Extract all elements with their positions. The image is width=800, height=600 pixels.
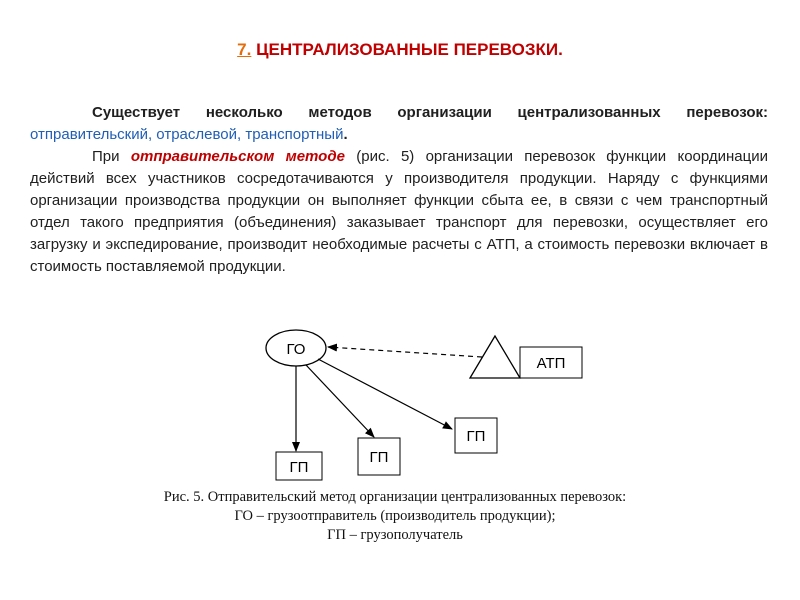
page-title [0,40,800,60]
carrier-to-shipper-arrow [328,347,482,357]
paragraph-rest: (рис. 5) организации перевозок функции координации действий всех участников сосредотачиваются у производителя продукции. Наряду с функциями организации производства продукции он выполняет функции сбыта ее, в связи с чем транспортный отдел такого предприятия (объединения) заказывает транспорт для перевозки, осуществляет его загрузку и экспедирование, производит необходимые расчеты с АТП, а стоимость перевозки включает в стоимость поставляемой продукции. [30,148,768,275]
paragraph-methods [30,102,768,146]
consignee-3-label: ГП [466,428,486,445]
consignee-1-label: ГП [289,459,309,476]
shipper-to-consignee-2-arrow [306,365,374,437]
paragraph-start: При [92,148,131,165]
consignee-2-label: ГП [369,449,389,466]
shipper-to-consignee-3-arrow [318,359,452,429]
section-number: 7. [237,40,252,59]
methods-list: отправительский, отраслевой, транспортный [30,126,344,143]
carrier-label: АТП [536,355,566,372]
paragraph-methods-end: . [343,126,348,143]
paragraph-shipper-method [30,146,768,278]
caption-line-3: ГП – грузополучатель [327,527,463,543]
method-name: отправительском методе [130,148,345,165]
body-text [30,102,768,278]
caption-line-2: ГО – грузоотправитель (производитель продукции); [234,508,556,524]
paragraph-methods-lead: Существует несколько методов организации централизованных перевозок: [92,104,768,121]
shipper-method-diagram [0,300,800,490]
shipper-label: ГО [286,341,306,358]
section-title-text: ЦЕНТРАЛИЗОВАННЫЕ ПЕРЕВОЗКИ. [256,40,563,59]
caption-line-1: Рис. 5. Отправительский метод организации централизованных перевозок: [163,489,627,505]
figure-caption [150,488,640,545]
